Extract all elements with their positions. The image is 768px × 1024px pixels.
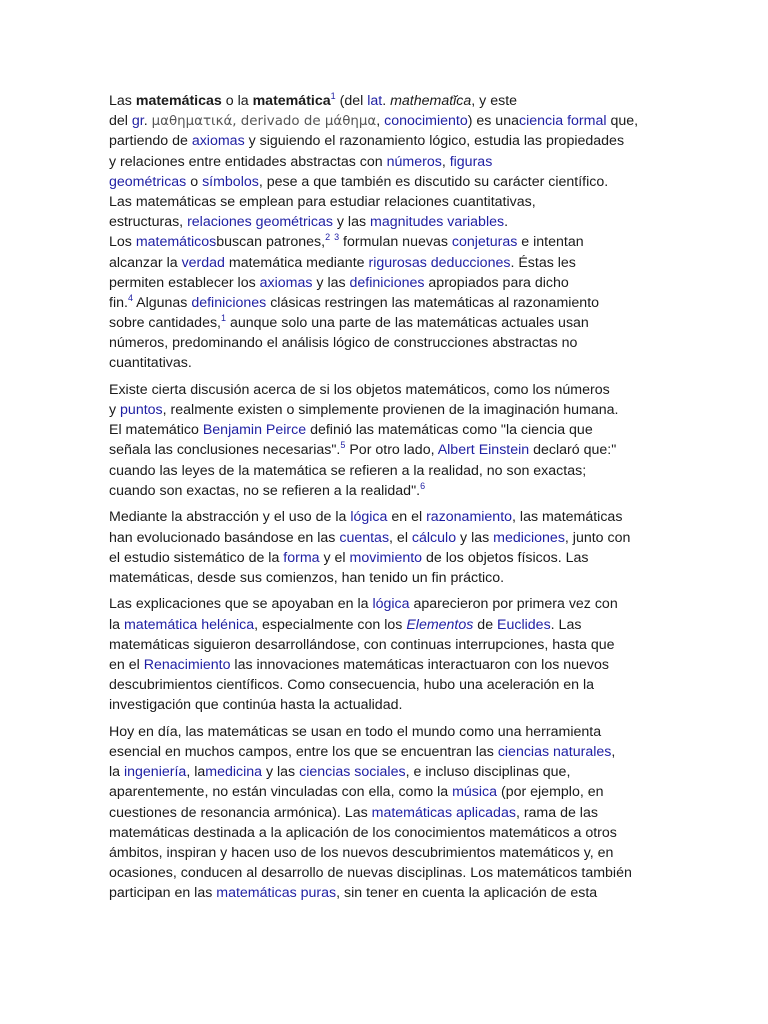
wiki-link[interactable]: ciencia formal	[518, 113, 607, 130]
wiki-link[interactable]: Euclides	[497, 616, 551, 633]
text-run: de los objetos físicos. Las	[422, 549, 589, 566]
wiki-link[interactable]: puntos	[120, 402, 163, 419]
wiki-link[interactable]: razonamiento	[426, 509, 513, 526]
text-line	[109, 172, 665, 192]
text-line	[109, 152, 665, 172]
text-run: buscan patrones,	[216, 234, 326, 251]
text-run: , y este	[471, 93, 518, 109]
text-run: .	[143, 113, 152, 130]
text-run: ,	[611, 744, 616, 760]
text-line	[109, 615, 665, 635]
text-run: .	[504, 214, 509, 231]
text-run: permiten establecer los	[109, 274, 260, 291]
footnote-ref[interactable]: 3	[334, 232, 340, 243]
text-run: matemáticas siguieron desarrollándose, con continuas interrupciones, hasta que	[109, 636, 615, 653]
text-run: ) es una	[467, 113, 519, 130]
text-run: y las	[262, 764, 300, 781]
italic-term: mathematĭca	[390, 93, 472, 109]
text-run: investigación que continúa hasta la actualidad.	[109, 697, 403, 714]
text-line	[109, 461, 665, 481]
text-run: Por otro lado,	[345, 442, 438, 459]
article-body	[109, 91, 665, 910]
wiki-link[interactable]: conocimiento	[384, 113, 468, 130]
text-run: aunque solo una parte de las matemáticas actuales usan	[226, 315, 589, 332]
text-line	[109, 353, 665, 373]
wiki-link[interactable]: mediciones	[493, 529, 565, 546]
wiki-link[interactable]: axiomas	[259, 274, 313, 291]
text-run: participan en las	[109, 885, 217, 902]
text-run: y relaciones entre entidades abstractas con	[109, 153, 387, 170]
text-run: (del	[335, 93, 368, 109]
wiki-link[interactable]: Elementos	[406, 616, 474, 633]
text-line	[109, 823, 665, 843]
text-run: de	[473, 616, 498, 633]
text-run: , junto con	[564, 529, 631, 546]
text-run: formulan nuevas	[339, 234, 452, 251]
text-run: cuando las leyes de la matemática se refieren a la realidad, no son exactas;	[109, 462, 587, 479]
text-run: .	[382, 93, 391, 109]
text-line	[109, 843, 665, 863]
text-run: matemáticas destinada a la aplicación de los conocimientos matemáticos a otros	[109, 824, 617, 841]
text-run: señala las conclusiones necesarias".	[109, 442, 341, 459]
text-line	[109, 883, 665, 903]
wiki-link[interactable]: forma	[283, 549, 320, 566]
text-line	[109, 232, 665, 252]
wiki-link[interactable]: figuras	[449, 153, 493, 170]
text-line	[109, 293, 665, 313]
text-run: las innovaciones matemáticas interactuaron con los nuevos	[230, 656, 610, 673]
footnote-ref[interactable]: 4	[127, 292, 133, 303]
text-line	[109, 695, 665, 715]
wiki-link[interactable]: magnitudes variables	[370, 214, 505, 231]
wiki-link[interactable]: ciencias naturales	[497, 744, 612, 760]
text-run: estructuras,	[109, 214, 188, 231]
wiki-link[interactable]: lógica	[350, 509, 388, 526]
wiki-link[interactable]: medicina	[205, 764, 263, 781]
text-run: Los	[109, 234, 136, 251]
text-line	[109, 594, 665, 614]
wiki-link[interactable]: Albert Einstein	[437, 442, 530, 459]
wiki-link[interactable]: conjeturas	[451, 234, 518, 251]
text-run: ocasiones, conducen al desarrollo de nuevas disciplinas. Los matemáticos también	[109, 865, 632, 882]
text-line	[109, 212, 665, 232]
text-run: y siguiendo el razonamiento lógico, estudia las propiedades	[244, 133, 625, 150]
footnote-ref[interactable]: 2	[325, 232, 331, 243]
text-run: ámbitos, inspiran y hacen uso de los nuevos descubrimientos matemáticos y, en	[109, 844, 614, 861]
text-run: aparecieron por primera vez con	[409, 596, 618, 613]
wiki-link[interactable]: cálculo	[411, 529, 457, 546]
text-line	[109, 635, 665, 655]
text-run: , pese a que también es discutido su carácter científico.	[258, 173, 609, 190]
text-line	[109, 528, 665, 548]
text-run: y las	[312, 274, 350, 291]
text-run: en el	[109, 656, 144, 673]
text-run: ,	[441, 153, 450, 170]
text-run: cuando son exactas, no se refieren a la realidad".	[109, 482, 421, 499]
text-line	[109, 507, 665, 527]
wiki-link[interactable]: geométricas	[109, 173, 187, 190]
footnote-ref[interactable]: 5	[340, 440, 346, 451]
text-run: Las matemáticas se emplean para estudiar relaciones cuantitativas,	[109, 193, 536, 210]
text-line	[109, 131, 665, 151]
text-run: y las	[332, 214, 371, 231]
text-run: Existe cierta discusión acerca de si los objetos matemáticos, como los números	[109, 381, 610, 398]
paragraph	[109, 722, 665, 904]
text-run: la	[109, 616, 124, 633]
text-line	[109, 440, 665, 460]
text-line	[109, 111, 665, 131]
text-line	[109, 273, 665, 293]
wiki-link[interactable]: música	[452, 784, 498, 801]
text-run: , especialmente con los	[254, 616, 407, 633]
wiki-link[interactable]: Renacimiento	[143, 656, 231, 673]
greek-etymology: μαθηματικά, derivado de μάθημα	[151, 114, 377, 130]
wiki-link[interactable]: lógica	[372, 596, 410, 613]
text-run: o la	[221, 93, 253, 109]
text-run: en el	[387, 509, 427, 526]
text-run: ,	[376, 113, 385, 130]
text-run: Las	[109, 93, 136, 109]
text-run: han evolucionado basándose en las	[109, 529, 340, 546]
text-run: El matemático	[109, 422, 203, 439]
text-run: e intentan	[517, 234, 584, 251]
text-line	[109, 863, 665, 883]
text-line	[109, 253, 665, 273]
text-run: aparentemente, no están vinculadas con ella, como la	[109, 784, 453, 801]
text-run: y el	[319, 549, 350, 566]
text-line	[109, 742, 665, 762]
text-run: números, predominando el análisis lógico de construcciones abstractas no	[109, 335, 578, 352]
text-run: fin.	[109, 294, 128, 311]
text-run: cuantitativas.	[109, 355, 192, 372]
text-line	[109, 568, 665, 588]
wiki-link[interactable]: matemáticos	[135, 234, 217, 251]
text-run: alcanzar la	[109, 254, 182, 271]
text-line	[109, 722, 665, 742]
text-line	[109, 333, 665, 353]
text-run: y	[109, 402, 121, 419]
text-run: definió las matemáticas como "la ciencia que	[306, 422, 593, 439]
text-run: descubrimientos científicos. Como consecuencia, hubo una aceleración en la	[109, 677, 595, 694]
text-line	[109, 420, 665, 440]
text-run: el estudio sistemático de la	[109, 549, 284, 566]
text-run: , la	[186, 764, 206, 781]
text-run: y las	[456, 529, 494, 546]
text-run: matemática mediante	[224, 254, 369, 271]
footnote-ref[interactable]: 1	[221, 313, 227, 324]
text-run: sobre cantidades,	[109, 315, 221, 332]
text-line	[109, 782, 665, 802]
text-line	[109, 192, 665, 212]
wiki-link[interactable]: gr	[131, 113, 144, 130]
text-run: del	[109, 113, 132, 130]
text-run: o	[186, 173, 203, 190]
text-line	[109, 675, 665, 695]
wiki-link[interactable]: definiciones	[349, 274, 425, 291]
text-line	[109, 481, 665, 501]
text-run: matemáticas, desde sus comienzos, han tenido un fin práctico.	[109, 569, 505, 586]
bold-term: matemáticas	[135, 93, 222, 109]
text-line	[109, 548, 665, 568]
paragraph	[109, 91, 665, 374]
text-line	[109, 313, 665, 333]
text-run: , el	[389, 529, 412, 546]
wiki-link[interactable]: verdad	[181, 254, 225, 271]
wiki-link[interactable]: matemáticas aplicadas	[371, 804, 516, 821]
text-run: que,	[606, 113, 639, 130]
wiki-link[interactable]: matemáticas puras	[216, 885, 337, 902]
wiki-link[interactable]: números	[386, 153, 442, 170]
paragraph	[109, 594, 665, 715]
wiki-link[interactable]: cuentas	[339, 529, 390, 546]
text-run: . Éstas les	[510, 254, 576, 271]
text-run: , sin tener en cuenta la aplicación de esta	[336, 885, 598, 902]
paragraph	[109, 380, 665, 501]
text-run: cuestiones de resonancia armónica). Las	[109, 804, 372, 821]
text-run: Algunas	[132, 294, 192, 311]
text-run: , e incluso disciplinas que,	[405, 764, 571, 781]
wiki-link[interactable]: matemática helénica	[123, 616, 255, 633]
text-run: , realmente existen o simplemente provienen de la imaginación humana.	[162, 402, 619, 419]
text-run: declaró que:"	[529, 442, 617, 459]
text-line	[109, 655, 665, 675]
text-run: la	[109, 764, 124, 781]
text-line	[109, 380, 665, 400]
wiki-link[interactable]: lat	[367, 93, 383, 109]
text-run: partiendo de	[109, 133, 192, 150]
wiki-link[interactable]: Benjamin Peirce	[202, 422, 307, 439]
footnote-ref[interactable]: 6	[420, 480, 426, 491]
text-run: esencial en muchos campos, entre los que se encuentran las	[109, 744, 498, 760]
paragraph	[109, 507, 665, 588]
wiki-link[interactable]: rigurosas deducciones	[368, 254, 511, 271]
wiki-link[interactable]: ciencias sociales	[299, 764, 406, 781]
text-run: , rama de las	[515, 804, 598, 821]
text-run: apropiados para dicho	[424, 274, 569, 291]
text-run: , las matemáticas	[512, 509, 623, 526]
text-run: Hoy en día, las matemáticas se usan en todo el mundo como una herramienta	[109, 723, 602, 740]
text-line	[109, 803, 665, 823]
footnote-ref[interactable]: 1	[330, 91, 336, 101]
text-run: clásicas restringen las matemáticas al razonamiento	[266, 294, 600, 311]
text-run: . Las	[550, 616, 582, 633]
text-run: Mediante la abstracción y el uso de la	[109, 509, 351, 526]
wiki-link[interactable]: definiciones	[191, 294, 267, 311]
text-line	[109, 762, 665, 782]
text-run: (por ejemplo, en	[497, 784, 604, 801]
text-line	[109, 91, 665, 111]
text-line	[109, 400, 665, 420]
wiki-link[interactable]: axiomas	[191, 133, 245, 150]
bold-term: matemática	[252, 93, 331, 109]
text-run: Las explicaciones que se apoyaban en la	[109, 596, 373, 613]
wiki-link[interactable]: movimiento	[349, 549, 423, 566]
wiki-link[interactable]: símbolos	[202, 173, 259, 190]
wiki-link[interactable]: relaciones geométricas	[187, 214, 333, 231]
wiki-link[interactable]: ingeniería	[123, 764, 187, 781]
